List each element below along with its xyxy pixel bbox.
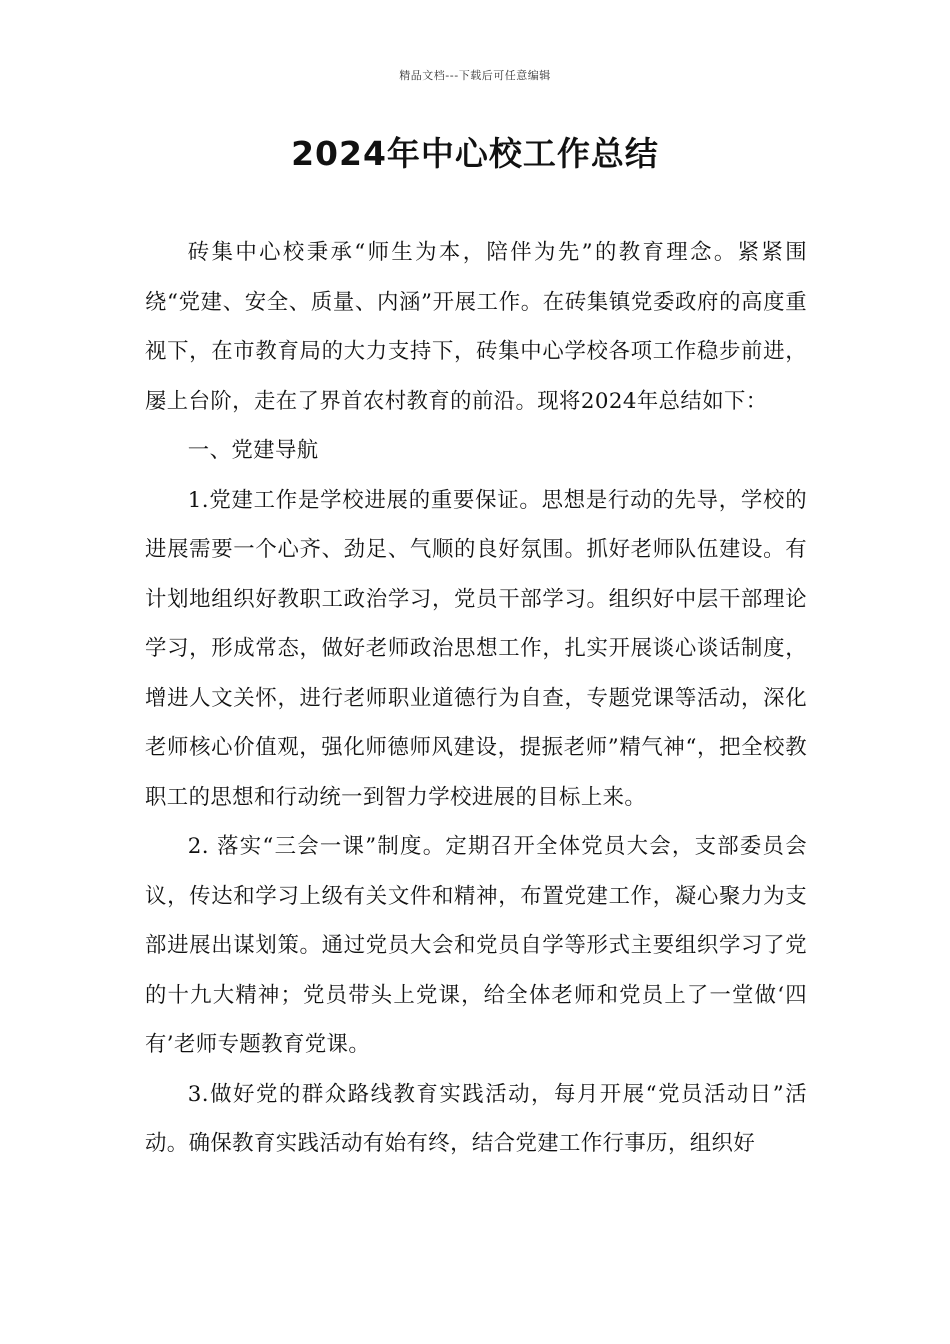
section-heading: 一、党建导航	[187, 438, 319, 463]
paragraph-item-1: 1.党建工作是学校进展的重要保证。思想是行动的先导，学校的进展需要一个心齐、劲足、气顺的良好氛围。抓好老师队伍建设。有计划地组织好教职工政治学习，党员干部学习。组织好中层干部理论学习，形成常态，做好老师政治思想工作，扎实开展谈心谈话制度，增进人文关怀，进行老师职业道德行为自查，专题党课等活动，深化老师核心价值观，强化师德师风建设，提振老师”精气神“，把全校教职工的思想和行动统一到智力学校进展的目标上来。	[145, 487, 807, 810]
paragraph-item-3: 3.做好党的群众路线教育实践活动，每月开展“党员活动日”活动。确保教育实践活动有始有终，结合党建工作行事历，组织好	[145, 1081, 807, 1156]
document-body	[145, 228, 807, 1169]
document-title: 2024年中心校工作总结	[291, 134, 659, 173]
intro-paragraph: 砖集中心校秉承“师生为本，陪伴为先”的教育理念。紧紧围绕“党建、安全、质量、内涵”开展工作。在砖集镇党委政府的高度重视下，在市教育局的大力支持下，砖集中心学校各项工作稳步前进，屡上台阶，走在了界首农村教育的前沿。现将2024年总结如下：	[145, 240, 807, 414]
header-note: 精品文档---下载后可任意编辑	[399, 69, 551, 82]
paragraph-item-2: 2. 落实“三会一课”制度。定期召开全体党员大会，支部委员会议，传达和学习上级有关文件和精神，布置党建工作，凝心聚力为支部进展出谋划策。通过党员大会和党员自学等形式主要组织学习了党的十九大精神；党员带头上党课，给全体老师和党员上了一堂做‘四有’老师专题教育党课。	[145, 834, 807, 1057]
